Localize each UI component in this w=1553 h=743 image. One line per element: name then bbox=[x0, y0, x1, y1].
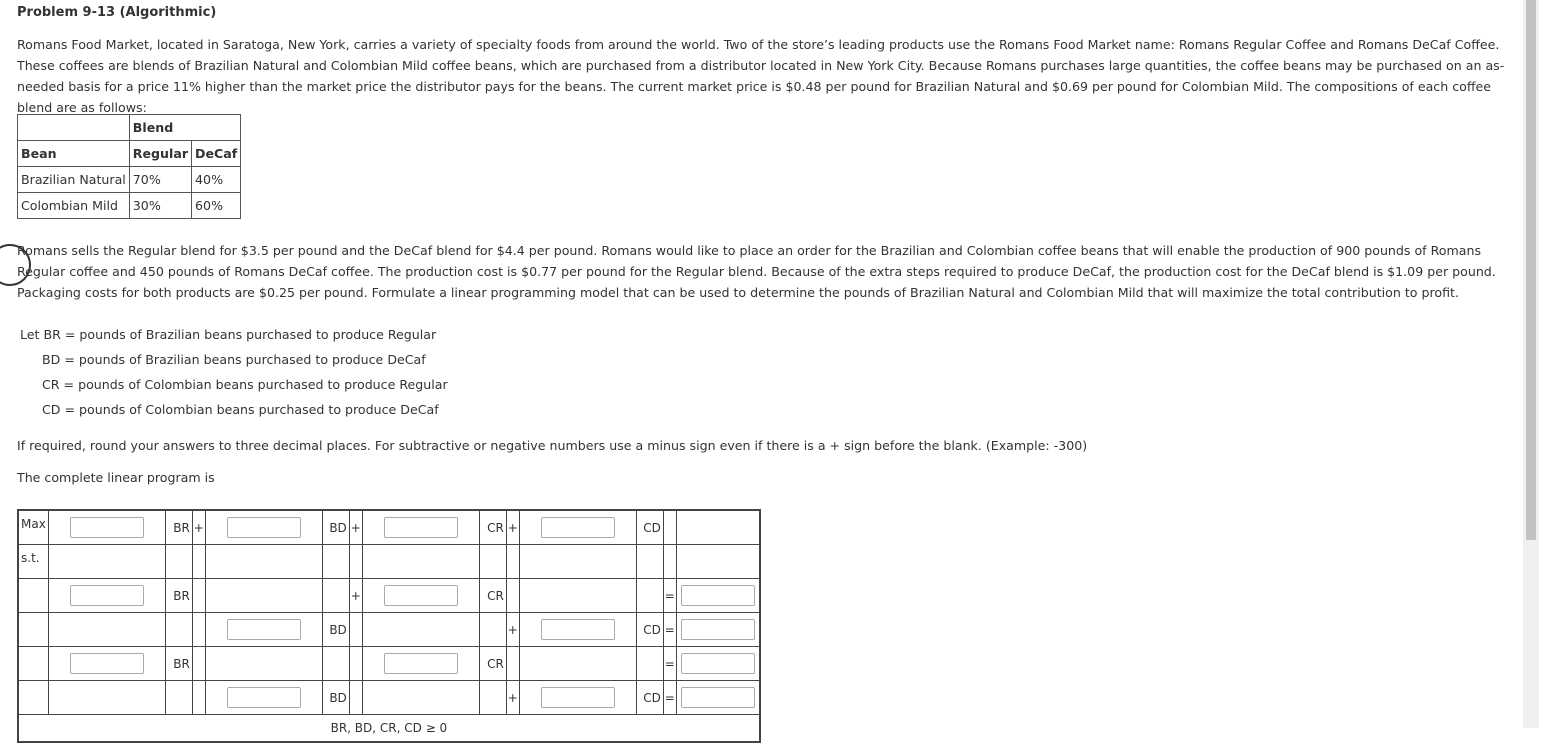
definition-cr: CR = pounds of Colombian beans purchased to produce Regular bbox=[42, 377, 448, 392]
linear-program-table bbox=[17, 509, 761, 743]
equals-sign: = bbox=[663, 681, 676, 715]
blend-composition-table bbox=[17, 114, 241, 219]
objective-row bbox=[18, 510, 760, 545]
var-br: BR bbox=[165, 579, 192, 613]
c4-rhs-input[interactable] bbox=[681, 687, 755, 708]
regular-header: Regular bbox=[129, 141, 191, 167]
c2-rhs-input[interactable] bbox=[681, 619, 755, 640]
plus-sign: + bbox=[192, 510, 205, 545]
definition-bd: BD = pounds of Brazilian beans purchased to produce DeCaf bbox=[42, 352, 426, 367]
constraint-row bbox=[18, 681, 760, 715]
var-bd: BD bbox=[322, 510, 349, 545]
var-bd: BD bbox=[322, 613, 349, 647]
regular-pct: 70% bbox=[129, 167, 191, 193]
plus-sign: + bbox=[506, 613, 519, 647]
st-label: s.t. bbox=[18, 545, 48, 579]
st-row bbox=[18, 545, 760, 579]
var-cd: CD bbox=[636, 510, 663, 545]
constraint-row bbox=[18, 579, 760, 613]
table-row bbox=[18, 167, 241, 193]
constraint-row bbox=[18, 613, 760, 647]
bean-name: Brazilian Natural bbox=[18, 167, 130, 193]
var-br: BR bbox=[165, 510, 192, 545]
c3-cr-coef-input[interactable] bbox=[384, 653, 458, 674]
blend-header: Blend bbox=[129, 115, 240, 141]
nonnegativity-row bbox=[18, 715, 760, 743]
c3-br-coef-input[interactable] bbox=[70, 653, 144, 674]
c2-cd-coef-input[interactable] bbox=[541, 619, 615, 640]
var-cr: CR bbox=[479, 647, 506, 681]
decaf-pct: 40% bbox=[192, 167, 241, 193]
scrollbar-thumb[interactable] bbox=[1526, 0, 1536, 540]
equals-sign: = bbox=[663, 613, 676, 647]
obj-br-coef-input[interactable] bbox=[70, 517, 144, 538]
definition-br: Let BR = pounds of Brazilian beans purchased to produce Regular bbox=[20, 327, 437, 342]
equals-sign: = bbox=[663, 647, 676, 681]
var-cr: CR bbox=[479, 579, 506, 613]
c1-cr-coef-input[interactable] bbox=[384, 585, 458, 606]
nonnegativity-constraint: BR, BD, CR, CD ≥ 0 bbox=[18, 715, 760, 743]
definition-cd: CD = pounds of Colombian beans purchased to produce DeCaf bbox=[42, 402, 439, 417]
bean-name: Colombian Mild bbox=[18, 193, 130, 219]
constraint-row bbox=[18, 647, 760, 681]
table-row bbox=[18, 193, 241, 219]
c2-bd-coef-input[interactable] bbox=[227, 619, 301, 640]
rounding-note: If required, round your answers to three decimal places. For subtractive or negative numbers use a minus sign even if there is a + sign before the blank. (Example: -300) bbox=[17, 438, 1088, 453]
variable-definitions bbox=[20, 322, 448, 422]
c4-bd-coef-input[interactable] bbox=[227, 687, 301, 708]
problem-title: Problem 9-13 (Algorithmic) bbox=[17, 5, 217, 20]
bean-header: Bean bbox=[18, 141, 130, 167]
problem-paragraph-1: Romans Food Market, located in Saratoga, New York, carries a variety of specialty foods from around the world. Two of the store’s leading products use the Romans Food Market name: Romans Regular Coffee and Romans DeCaf Coffee. These coffees are blends of Brazilian Natural and Colombian Mild coffee beans, which are purchased from a distributor located in New York City. Because Romans purchases large quantities, the coffee beans may be purchased on an as-needed basis for a price 11% higher than the market price the distributor pays for the beans. The current market price is $0.48 per pound for Brazilian Natural and $0.69 per pound for Colombian Mild. The compositions of each coffee blend are as follows: bbox=[17, 37, 1505, 115]
decaf-pct: 60% bbox=[192, 193, 241, 219]
plus-sign: + bbox=[506, 681, 519, 715]
var-bd: BD bbox=[322, 681, 349, 715]
var-cr: CR bbox=[479, 510, 506, 545]
var-br: BR bbox=[165, 647, 192, 681]
obj-bd-coef-input[interactable] bbox=[227, 517, 301, 538]
c4-cd-coef-input[interactable] bbox=[541, 687, 615, 708]
decaf-header: DeCaf bbox=[192, 141, 241, 167]
vertical-scrollbar[interactable] bbox=[1523, 0, 1539, 728]
plus-sign: + bbox=[349, 510, 362, 545]
c1-rhs-input[interactable] bbox=[681, 585, 755, 606]
var-cd: CD bbox=[636, 681, 663, 715]
problem-paragraph-2: Romans sells the Regular blend for $3.5 per pound and the DeCaf blend for $4.4 per pound. Romans would like to place an order for the Brazilian and Colombian coffee beans that will enable the production of 900 pounds of Romans Regular coffee and 450 pounds of Romans DeCaf coffee. The production cost is $0.77 per pound for the Regular blend. Because of the extra steps required to produce DeCaf, the production cost for the DeCaf blend is $1.09 per pound. Packaging costs for both products are $0.25 per pound. Formulate a linear programming model that can be used to determine the pounds of Brazilian Natural and Colombian Mild that will maximize the total contribution to profit. bbox=[17, 243, 1496, 300]
obj-cr-coef-input[interactable] bbox=[384, 517, 458, 538]
c3-rhs-input[interactable] bbox=[681, 653, 755, 674]
c1-br-coef-input[interactable] bbox=[70, 585, 144, 606]
var-cd: CD bbox=[636, 613, 663, 647]
plus-sign: + bbox=[349, 579, 362, 613]
lp-intro: The complete linear program is bbox=[17, 470, 215, 485]
obj-cd-coef-input[interactable] bbox=[541, 517, 615, 538]
max-label: Max bbox=[18, 510, 48, 545]
plus-sign: + bbox=[506, 510, 519, 545]
equals-sign: = bbox=[663, 579, 676, 613]
regular-pct: 30% bbox=[129, 193, 191, 219]
